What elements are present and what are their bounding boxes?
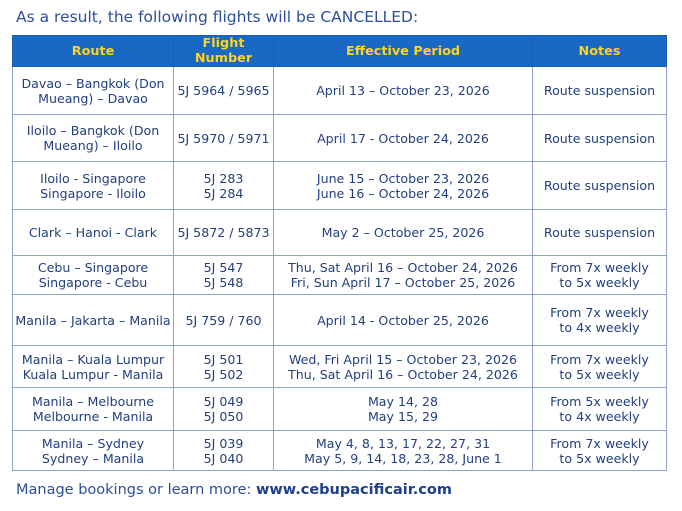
notes-line: Route suspension xyxy=(543,130,656,146)
table-row xyxy=(13,67,667,115)
flight-number-line: 5J 548 xyxy=(203,275,244,290)
notes-cell xyxy=(533,431,667,471)
cancelled-flights-table xyxy=(12,35,667,471)
flight-number-line: 5J 759 / 760 xyxy=(185,312,262,328)
effective-period-line: April 13 – October 23, 2026 xyxy=(316,83,490,98)
route-line: Manila – Sydney xyxy=(41,435,145,451)
flight-number-line: 5J 5970 / 5971 xyxy=(177,130,270,146)
effective-period-line: May 4, 8, 13, 17, 22, 27, 31 xyxy=(315,435,491,451)
flight-number-cell xyxy=(174,388,274,431)
table-row xyxy=(13,115,667,162)
effective-period-line: April 17 - October 24, 2026 xyxy=(317,130,489,146)
route-cell xyxy=(13,67,174,115)
flight-number-line: 5J 049 xyxy=(203,394,244,409)
flight-number-cell xyxy=(174,67,274,115)
flight-number-cell xyxy=(174,210,274,256)
effective-period-column-header: Effective Period xyxy=(274,36,533,67)
flight-number-line: 5J 501 xyxy=(203,351,244,367)
effective-period-line: April 14 - October 25, 2026 xyxy=(317,312,489,328)
route-line: Iloilo - Singapore xyxy=(40,170,146,186)
effective-period-line: Fri, Sun April 17 – October 25, 2026 xyxy=(290,275,516,290)
effective-period-cell xyxy=(274,346,533,388)
effective-period-cell xyxy=(274,388,533,431)
table-row xyxy=(13,431,667,471)
flight-number-line: 5J 5872 / 5873 xyxy=(177,225,270,240)
notes-line: to 4x weekly xyxy=(559,320,640,335)
notes-cell xyxy=(533,295,667,346)
route-cell xyxy=(13,295,174,346)
notes-line: to 5x weekly xyxy=(559,366,640,382)
notes-line: to 5x weekly xyxy=(559,275,640,290)
effective-period-line: Thu, Sat April 16 – October 24, 2026 xyxy=(288,366,518,382)
effective-period-line: May 14, 28 xyxy=(367,394,439,409)
notes-line: From 7x weekly xyxy=(550,351,649,367)
route-line: Cebu – Singapore xyxy=(37,260,149,275)
route-line: Manila – Jakarta – Manila xyxy=(15,312,171,328)
effective-period-cell xyxy=(274,115,533,162)
table-row xyxy=(13,210,667,256)
notes-cell xyxy=(533,115,667,162)
route-cell xyxy=(13,210,174,256)
flight-number-cell xyxy=(174,256,274,295)
table-row xyxy=(13,162,667,210)
effective-period-cell xyxy=(274,295,533,346)
notes-cell xyxy=(533,67,667,115)
flight-number-line: 5J 502 xyxy=(203,366,244,382)
effective-period-cell xyxy=(274,67,533,115)
effective-period-line: May 2 – October 25, 2026 xyxy=(321,225,485,240)
route-line: Iloilo – Bangkok (Don Mueang) – Iloilo xyxy=(26,123,160,153)
route-line: Manila – Kuala Lumpur xyxy=(21,351,165,367)
footer-text: Manage bookings or learn more: xyxy=(16,482,256,498)
notes-cell xyxy=(533,210,667,256)
effective-period-line: June 15 – October 23, 2026 xyxy=(316,170,490,186)
route-cell xyxy=(13,431,174,471)
notes-line: to 5x weekly xyxy=(559,450,640,466)
footer xyxy=(16,482,452,498)
route-line: Melbourne - Manila xyxy=(32,409,154,424)
route-column-header: Route xyxy=(13,36,174,67)
route-line: Kuala Lumpur - Manila xyxy=(22,366,164,382)
flight-number-line: 5J 5964 / 5965 xyxy=(177,83,270,98)
flight-number-line: 5J 283 xyxy=(203,170,244,186)
effective-period-cell xyxy=(274,210,533,256)
table-row xyxy=(13,346,667,388)
effective-period-line: Thu, Sat April 16 – October 24, 2026 xyxy=(288,260,518,275)
effective-period-line: June 16 – October 24, 2026 xyxy=(316,185,490,201)
intro-text: As a result, the following flights will be CANCELLED: xyxy=(16,8,419,26)
route-line: Davao – Bangkok (Don Mueang) – Davao xyxy=(21,75,165,106)
route-cell xyxy=(13,346,174,388)
effective-period-cell xyxy=(274,431,533,471)
notes-line: From 5x weekly xyxy=(550,394,649,409)
flight-number-line: 5J 039 xyxy=(203,435,244,451)
effective-period-line: May 15, 29 xyxy=(367,409,439,424)
route-cell xyxy=(13,162,174,210)
flight-number-cell xyxy=(174,115,274,162)
effective-period-cell xyxy=(274,162,533,210)
effective-period-line: May 5, 9, 14, 18, 23, 28, June 1 xyxy=(304,450,502,466)
route-line: Singapore - Cebu xyxy=(38,275,148,290)
notes-line: to 4x weekly xyxy=(559,409,640,424)
flight-number-line: 5J 547 xyxy=(203,260,244,275)
notes-line: From 7x weekly xyxy=(550,435,649,451)
route-line: Sydney – Manila xyxy=(41,450,145,466)
flight-number-cell xyxy=(174,295,274,346)
website-link[interactable]: www.cebupacificair.com xyxy=(255,482,452,498)
route-line: Singapore - Iloilo xyxy=(40,185,146,201)
notes-cell xyxy=(533,346,667,388)
table-row xyxy=(13,388,667,431)
route-line: Manila – Melbourne xyxy=(31,394,155,409)
route-cell xyxy=(13,256,174,295)
notes-cell xyxy=(533,162,667,210)
effective-period-line: Wed, Fri April 15 – October 23, 2026 xyxy=(288,351,518,367)
notes-line: Route suspension xyxy=(543,178,656,193)
route-line: Clark – Hanoi - Clark xyxy=(28,225,158,240)
route-cell xyxy=(13,115,174,162)
effective-period-cell xyxy=(274,256,533,295)
flight-number-line: 5J 284 xyxy=(203,185,244,201)
notes-line: From 7x weekly xyxy=(550,260,649,275)
notes-line: Route suspension xyxy=(543,225,656,240)
table-row xyxy=(13,295,667,346)
flight-number-line: 5J 050 xyxy=(203,409,244,424)
notes-column-header: Notes xyxy=(533,36,667,67)
flight-number-cell xyxy=(174,162,274,210)
notes-line: Route suspension xyxy=(543,83,656,98)
notes-line: From 7x weekly xyxy=(550,305,649,320)
notes-cell xyxy=(533,256,667,295)
flight-number-cell xyxy=(174,431,274,471)
flight-number-line: 5J 040 xyxy=(203,450,244,466)
table-row xyxy=(13,256,667,295)
table-header-row xyxy=(13,36,667,67)
flight-number-cell xyxy=(174,346,274,388)
flight-number-column-header: Flight Number xyxy=(174,36,274,67)
notes-cell xyxy=(533,388,667,431)
route-cell xyxy=(13,388,174,431)
